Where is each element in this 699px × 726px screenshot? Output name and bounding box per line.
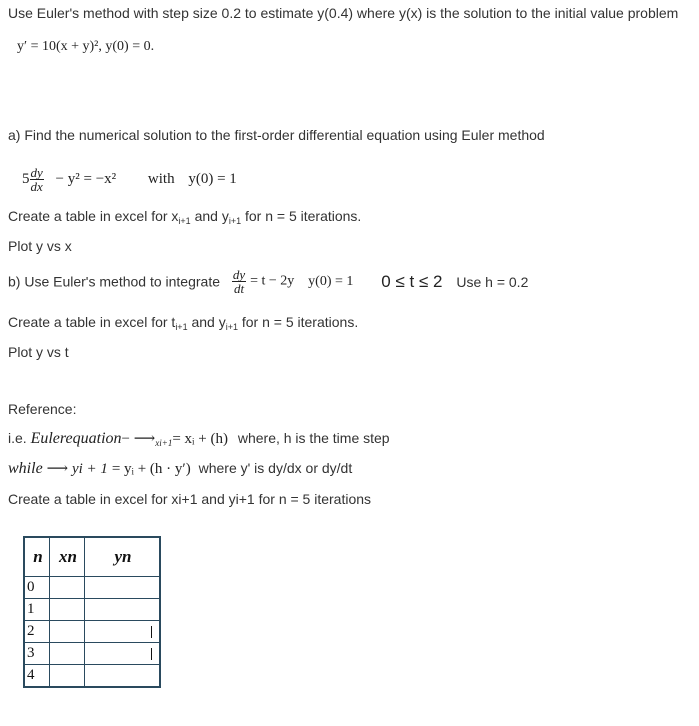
part-b-line [8, 268, 528, 295]
part-b-fraction [232, 268, 246, 295]
part-b-ic: y(0) = 1 [308, 273, 354, 289]
problem-intro: Use Euler's method with step size 0.2 to estimate y(0.4) where y(x) is the solution to the initial value problem [8, 5, 679, 21]
eq-fraction-den: dx [30, 179, 43, 194]
intro-ode: y′ = 10(x + y)², y(0) = 0. [17, 39, 155, 54]
y-subscript: i+1 [225, 322, 238, 332]
header-xn: xn [50, 537, 85, 577]
eq-rest: − y² = −x² [55, 170, 117, 187]
text: and y [190, 208, 229, 224]
header-n: n [24, 537, 50, 577]
part-b-eq-rest: = t − 2y [250, 273, 295, 289]
table-row [24, 577, 160, 599]
eq-with: with [147, 170, 175, 187]
eq-fraction [30, 166, 44, 193]
cell-n: 0 [24, 577, 50, 599]
reference-label: Reference: [8, 401, 77, 417]
table-header-row [24, 537, 160, 577]
time-step-note: where, h is the time step [237, 430, 390, 446]
yi-formula: = yᵢ + (h · y′) [111, 461, 191, 477]
fraction-den: dt [233, 281, 245, 296]
euler-equation-text: Eulerequation [30, 430, 122, 447]
table-row [24, 599, 160, 621]
eq-coeff: 5 [22, 170, 30, 187]
cell-yn[interactable] [85, 665, 161, 688]
part-a-plot: Plot y vs x [8, 238, 72, 254]
cell-n: 2 [24, 621, 50, 643]
part-b-plot: Plot y vs t [8, 344, 69, 360]
cell-yn[interactable] [85, 621, 161, 643]
euler-formula: = xᵢ + (h) [172, 431, 228, 447]
text-cursor [151, 648, 152, 660]
reference-line-3: Create a table in excel for xi+1 and yi+1 for n = 5 iterations [8, 491, 372, 507]
text: for n = 5 iterations. [241, 208, 362, 224]
dash-arrow: − ⟶ [121, 431, 156, 447]
fraction-num: dy [232, 267, 246, 282]
cell-xn[interactable] [50, 643, 85, 665]
part-b-range: 0 ≤ t ≤ 2 [381, 271, 443, 291]
cell-n: 1 [24, 599, 50, 621]
reference-line-2 [8, 459, 352, 478]
text: Create a table in excel for t [8, 314, 176, 330]
x-subscript: i+1 [178, 216, 191, 226]
part-b-step: Use h = 0.2 [456, 273, 529, 290]
cell-xn[interactable] [50, 621, 85, 643]
text: Create a table in excel for x [8, 208, 179, 224]
iteration-table [23, 536, 161, 688]
derivative-note: where y' is dy/dx or dy/dt [198, 460, 353, 476]
part-a-equation [22, 166, 237, 193]
header-yn: yn [85, 537, 161, 577]
table-row [24, 665, 160, 688]
cell-yn[interactable] [85, 577, 161, 599]
text: i.e. [8, 430, 31, 446]
eq-fraction-num: dy [30, 165, 43, 180]
part-b-table-instruction [8, 314, 358, 332]
part-b-prefix: b) Use Euler's method to integrate [8, 273, 221, 290]
y-subscript: i+1 [228, 216, 242, 226]
part-a-heading: a) Find the numerical solution to the first-order differential equation using Euler method [8, 127, 545, 143]
xi1-subscript: xi+1 [155, 438, 173, 448]
yi-lhs: yi + 1 [71, 461, 108, 477]
cell-n: 4 [24, 665, 50, 688]
t-subscript: i+1 [175, 322, 188, 332]
reference-line-1 [8, 429, 390, 448]
arrow-icon: ⟶ [46, 461, 69, 477]
cell-yn[interactable] [85, 599, 161, 621]
while-text: while [8, 460, 43, 477]
cell-xn[interactable] [50, 577, 85, 599]
text: for n = 5 iterations. [237, 314, 359, 330]
cell-n: 3 [24, 643, 50, 665]
table-row [24, 621, 160, 643]
cell-yn[interactable] [85, 643, 161, 665]
table-row [24, 643, 160, 665]
eq-ic: y(0) = 1 [188, 170, 237, 187]
text-cursor [151, 626, 152, 638]
cell-xn[interactable] [50, 599, 85, 621]
text: and y [187, 314, 226, 330]
part-a-table-instruction [8, 208, 361, 226]
cell-xn[interactable] [50, 665, 85, 688]
